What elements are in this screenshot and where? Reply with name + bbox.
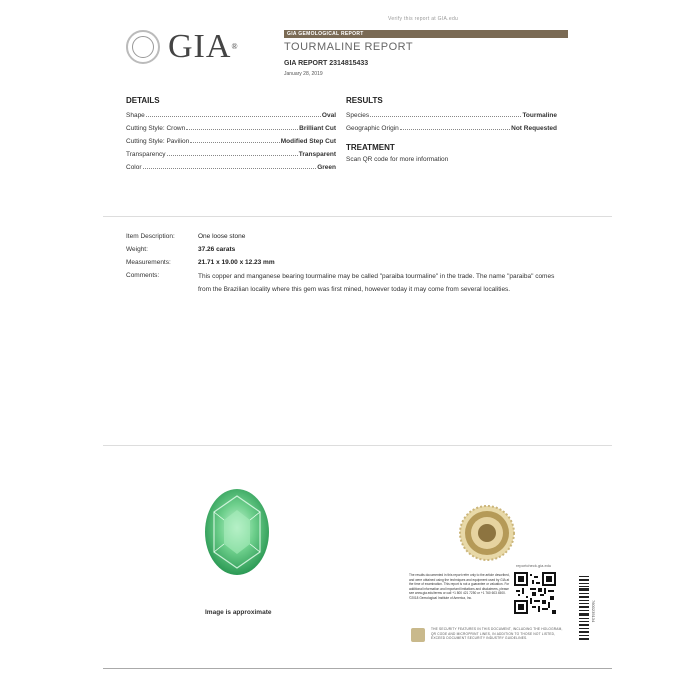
details-list — [126, 106, 336, 171]
details-row: Cutting Style: Crown Brilliant Cut — [126, 125, 336, 132]
bottom-divider — [103, 668, 612, 669]
details-heading: DETAILS — [126, 96, 160, 105]
gia-logo — [168, 30, 239, 64]
disclaimer-text: The results documented in this report refer only to the article described, and were obtained using the techniques and equipment used by GIA at the time of examination. This report is not a guarantee or valuation. For additional information and important limitations and disclaimers, please see www.gia.edu/terms or call +1 800 421 7250 or +1 760 603 4500. ©2018 Gemological Institute of America, Inc. — [409, 573, 510, 600]
details-row: Cutting Style: Pavilion Modified Step Cut — [126, 138, 336, 145]
details-row: Shape Oval — [126, 112, 336, 119]
registered-mark: ® — [231, 42, 239, 51]
results-list — [346, 106, 557, 132]
barcode-number: 7600235134 — [591, 600, 596, 623]
qr-code[interactable] — [514, 572, 556, 614]
logo-text: GIA — [168, 28, 232, 65]
lock-icon — [411, 628, 425, 642]
section-divider — [103, 445, 612, 446]
comments-label: Comments: — [126, 272, 160, 279]
report-title: TOURMALINE REPORT — [284, 41, 414, 53]
image-caption: Image is approximate — [205, 609, 272, 616]
details-row: Color Green — [126, 164, 336, 171]
weight-value: 37.26 carats — [198, 246, 236, 253]
reportcheck-label: reportcheck.gia.edu — [516, 563, 552, 568]
weight-label: Weight: — [126, 246, 148, 253]
barcode — [579, 576, 589, 640]
item-description-label: Item Description: — [126, 233, 175, 240]
comments-value: This copper and manganese bearing tourmaline may be called "paraiba tourmaline" in the trade. The name "paraiba" comes from the Brazilian locality where this gem was first mined, however today it may come from several localities. — [198, 273, 555, 293]
verify-text: Verify this report at GIA.edu — [388, 16, 459, 22]
results-heading: RESULTS — [346, 96, 383, 105]
results-row: Geographic Origin Not Requested — [346, 125, 557, 132]
report-number: GIA REPORT 2314815433 — [284, 60, 369, 67]
results-row: Species Tourmaline — [346, 112, 557, 119]
gia-seal-logo — [126, 30, 160, 64]
measurements-label: Measurements: — [126, 259, 171, 266]
treatment-heading: TREATMENT — [346, 143, 395, 152]
gemstone-image — [204, 488, 270, 576]
measurements-value: 21.71 x 19.00 x 12.23 mm — [198, 259, 275, 266]
section-divider — [103, 216, 612, 217]
treatment-text: Scan QR code for more information — [346, 156, 449, 163]
details-row: Transparency Transparent — [126, 151, 336, 158]
report-date: January 28, 2019 — [284, 71, 323, 77]
hologram-seal — [459, 505, 515, 561]
security-text: THE SECURITY FEATURES IN THIS DOCUMENT, INCLUDING THE HOLOGRAM, QR CODE AND MICROPRINT LINES, IN ADDITION TO THOSE NOT LISTED, EXCEED DOCUMENT SECURITY INDUSTRY GUIDELINES. — [431, 627, 563, 641]
item-description-value: One loose stone — [198, 233, 246, 240]
report-band: GIA GEMOLOGICAL REPORT — [284, 30, 568, 38]
